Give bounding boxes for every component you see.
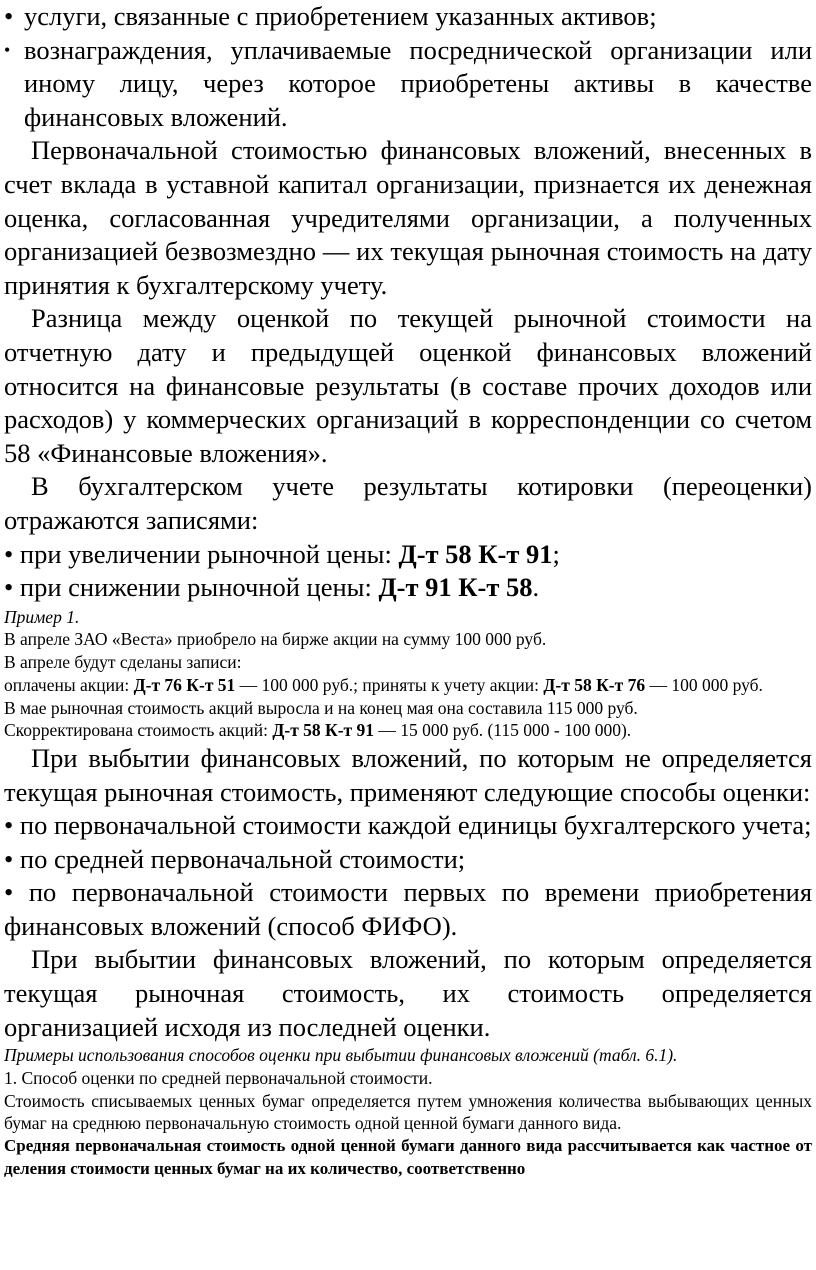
bullet-icon: • bbox=[4, 39, 11, 60]
example-text: Скорректирована стоимость акций: bbox=[4, 720, 273, 741]
example-text: — 100 000 руб.; приняты к учету акции: bbox=[235, 674, 544, 695]
paragraph-initial-cost: Первоначальной стоимостью финансовых вложений, внесенных в счет вклада в уставной капитал организации, признается их денежная оценка, согласованная учредителями организации, а полученных организацией безвозмездно — их текущая рыночная стоимость на дату принятия к бухгалтерскому учету. bbox=[4, 135, 812, 300]
examples-title-text: Примеры использования способов оценки при выбытии финансовых вложений (табл. 6.1). bbox=[4, 1045, 678, 1066]
method1-average: Средняя первоначальная стоимость одной ценной бумаги данного вида рассчитывается как частное от деления стоимости ценных бумаг на их количество, соответственно bbox=[4, 1136, 812, 1178]
example-title bbox=[4, 606, 812, 629]
list-item bbox=[0, 0, 816, 34]
entry-decrease bbox=[0, 571, 816, 605]
bullet-icon: • bbox=[4, 572, 14, 603]
example-title-text: Пример 1. bbox=[4, 606, 80, 627]
method1-title: 1. Способ оценки по средней первоначальной стоимости. bbox=[4, 1067, 433, 1088]
entry-increase-accounts: Д-т 58 К-т 91 bbox=[398, 538, 553, 569]
method1-text: Стоимость списываемых ценных бумаг определяется путем умножения количества выбывающих ценных бумаг на среднюю первоначальную стоимость одной ценной бумаги данного вида. bbox=[4, 1090, 812, 1134]
list-item bbox=[0, 34, 816, 135]
example-text: — 15 000 руб. (115 000 - 100 000). bbox=[374, 720, 632, 741]
paragraph-disposal-no-market: При выбытии финансовых вложений, по которым не определяется текущая рыночная стоимость, применяют следующие способы оценки: bbox=[4, 742, 812, 807]
example-line bbox=[4, 719, 812, 742]
example-entry: Д-т 76 К-т 51 bbox=[133, 674, 236, 695]
example-line bbox=[4, 674, 812, 697]
example-entry: Д-т 58 К-т 91 bbox=[272, 720, 375, 741]
list-item-text: вознаграждения, уплачиваемые посреднической организации или иному лицу, через которое приобретены активы в качестве финансовых вложений. bbox=[24, 34, 812, 132]
entry-increase-text: при увеличении рыночной цены: bbox=[19, 538, 399, 569]
examples-title bbox=[4, 1044, 812, 1067]
example-entry: Д-т 58 К-т 76 bbox=[543, 674, 646, 695]
bullet-icon: • bbox=[4, 538, 14, 569]
entry-decrease-end: . bbox=[532, 572, 540, 603]
paragraph-difference: Разница между оценкой по текущей рыночной стоимости на отчетную дату и предыдущей оценкой финансовых вложений относится на финансовые результаты (в составе прочих доходов или расходов) у коммерческих организаций в корреспонденции со счетом 58 «Финансовые вложения». bbox=[4, 303, 812, 468]
entry-increase bbox=[0, 538, 816, 572]
example-line: В апреле ЗАО «Веста» приобрело на бирже акции на сумму 100 000 руб. bbox=[4, 629, 547, 650]
example-text: оплачены акции: bbox=[4, 674, 134, 695]
bullet-icon: • bbox=[4, 843, 14, 874]
method-text: по первоначальной стоимости каждой единицы бухгалтерского учета; bbox=[19, 810, 812, 841]
bullet-icon: • bbox=[4, 810, 14, 841]
list-item bbox=[0, 843, 816, 877]
entry-increase-end: ; bbox=[552, 538, 560, 569]
method-text: по средней первоначальной стоимости; bbox=[19, 843, 466, 874]
bullet-icon: • bbox=[4, 1, 14, 31]
paragraph-disposal-market: При выбытии финансовых вложений, по которым определяется текущая рыночная стоимость, их стоимость определяется организацией исходя из последней оценки. bbox=[4, 944, 812, 1042]
bullet-icon: • bbox=[4, 877, 14, 908]
list-item bbox=[0, 809, 816, 843]
list-item-text: услуги, связанные с приобретением указанных активов; bbox=[24, 1, 657, 31]
method-text: по первоначальной стоимости первых по времени приобретения финансовых вложений (способ ФИФО). bbox=[4, 877, 813, 941]
example-1 bbox=[0, 606, 816, 742]
list-item bbox=[0, 876, 816, 943]
example-text: — 100 000 руб. bbox=[645, 674, 763, 695]
examples-section bbox=[0, 1044, 816, 1180]
entry-decrease-accounts: Д-т 91 К-т 58 bbox=[378, 572, 533, 603]
paragraph-quotation: В бухгалтерском учете результаты котировки (переоценки) отражаются записями: bbox=[4, 471, 812, 535]
example-line: В мае рыночная стоимость акций выросла и на конец мая она составила 115 000 руб. bbox=[4, 697, 638, 718]
example-line: В апреле будут сделаны записи: bbox=[4, 652, 242, 673]
entry-decrease-text: при снижении рыночной цены: bbox=[19, 572, 379, 603]
